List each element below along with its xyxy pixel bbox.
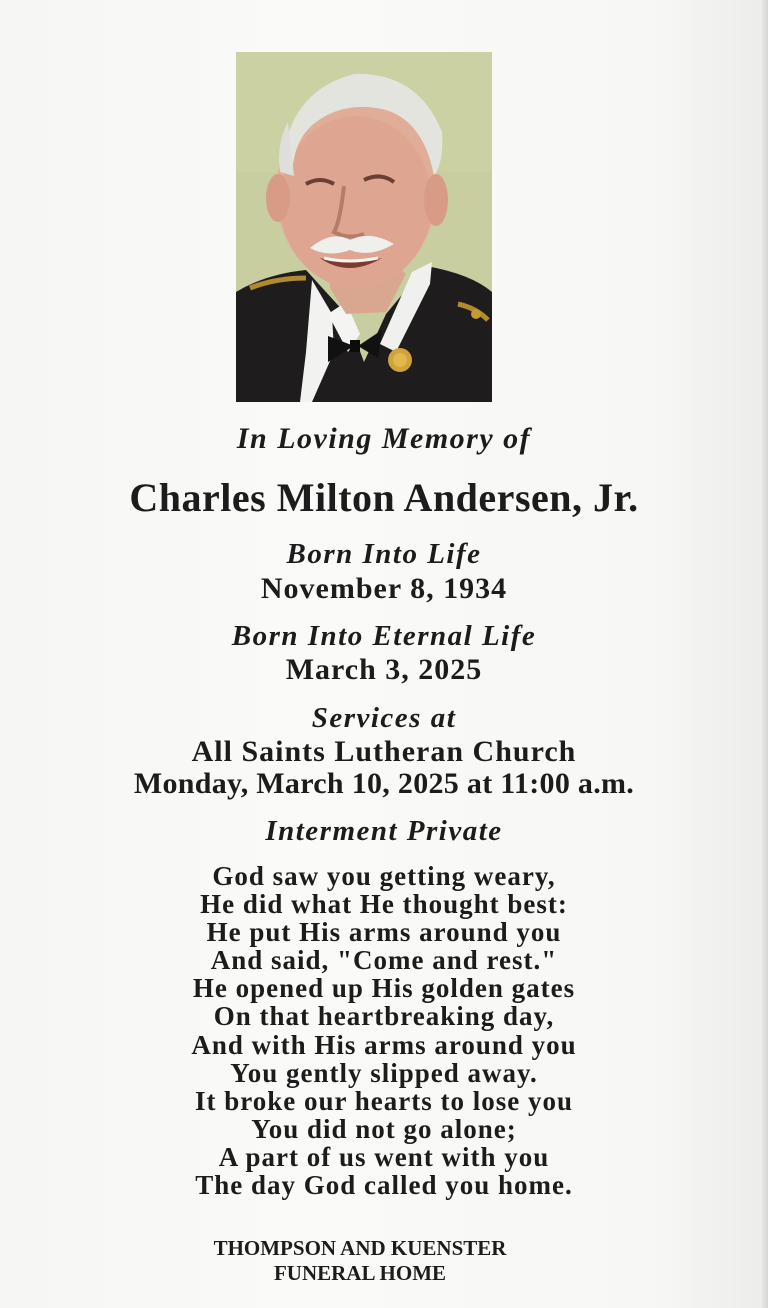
poem-line: He put His arms around you bbox=[206, 917, 562, 948]
poem-line: God saw you getting weary, bbox=[212, 861, 556, 891]
birth-date: November 8, 1934 bbox=[260, 572, 508, 605]
services-label: Services at bbox=[311, 702, 457, 734]
poem-line: It broke our hearts to lose you bbox=[194, 1085, 573, 1116]
funeral-home-name-line2: FUNERAL HOME bbox=[273, 1261, 447, 1285]
poem-line: And said, "Come and rest." bbox=[210, 945, 558, 976]
poem-line: He opened up His golden gates bbox=[192, 973, 576, 1004]
interment-note: Interment Private bbox=[265, 815, 503, 847]
poem-line: The day God called you home. bbox=[195, 1170, 573, 1201]
portrait-photo bbox=[236, 52, 492, 402]
poem-line: He did what He thought best: bbox=[200, 889, 568, 920]
born-into-life-label: Born Into Life bbox=[286, 538, 482, 570]
funeral-home-name-line1: THOMPSON AND KUENSTER bbox=[213, 1236, 507, 1260]
memorial-poem bbox=[0, 862, 768, 1199]
service-location: All Saints Lutheran Church bbox=[191, 735, 577, 768]
poem-line: A part of us went with you bbox=[218, 1141, 550, 1172]
poem-line: On that heartbreaking day, bbox=[213, 1001, 555, 1032]
poem-line: And with His arms around you bbox=[191, 1029, 577, 1060]
death-date: March 3, 2025 bbox=[285, 653, 483, 686]
poem-line: You did not go alone; bbox=[251, 1113, 517, 1144]
born-into-eternal-life-label: Born Into Eternal Life bbox=[231, 620, 537, 652]
poem-line: You gently slipped away. bbox=[230, 1057, 538, 1088]
service-datetime: Monday, March 10, 2025 at 11:00 a.m. bbox=[133, 767, 635, 800]
in-loving-memory-heading: In Loving Memory of bbox=[236, 422, 532, 455]
deceased-name: Charles Milton Andersen, Jr. bbox=[129, 475, 639, 520]
